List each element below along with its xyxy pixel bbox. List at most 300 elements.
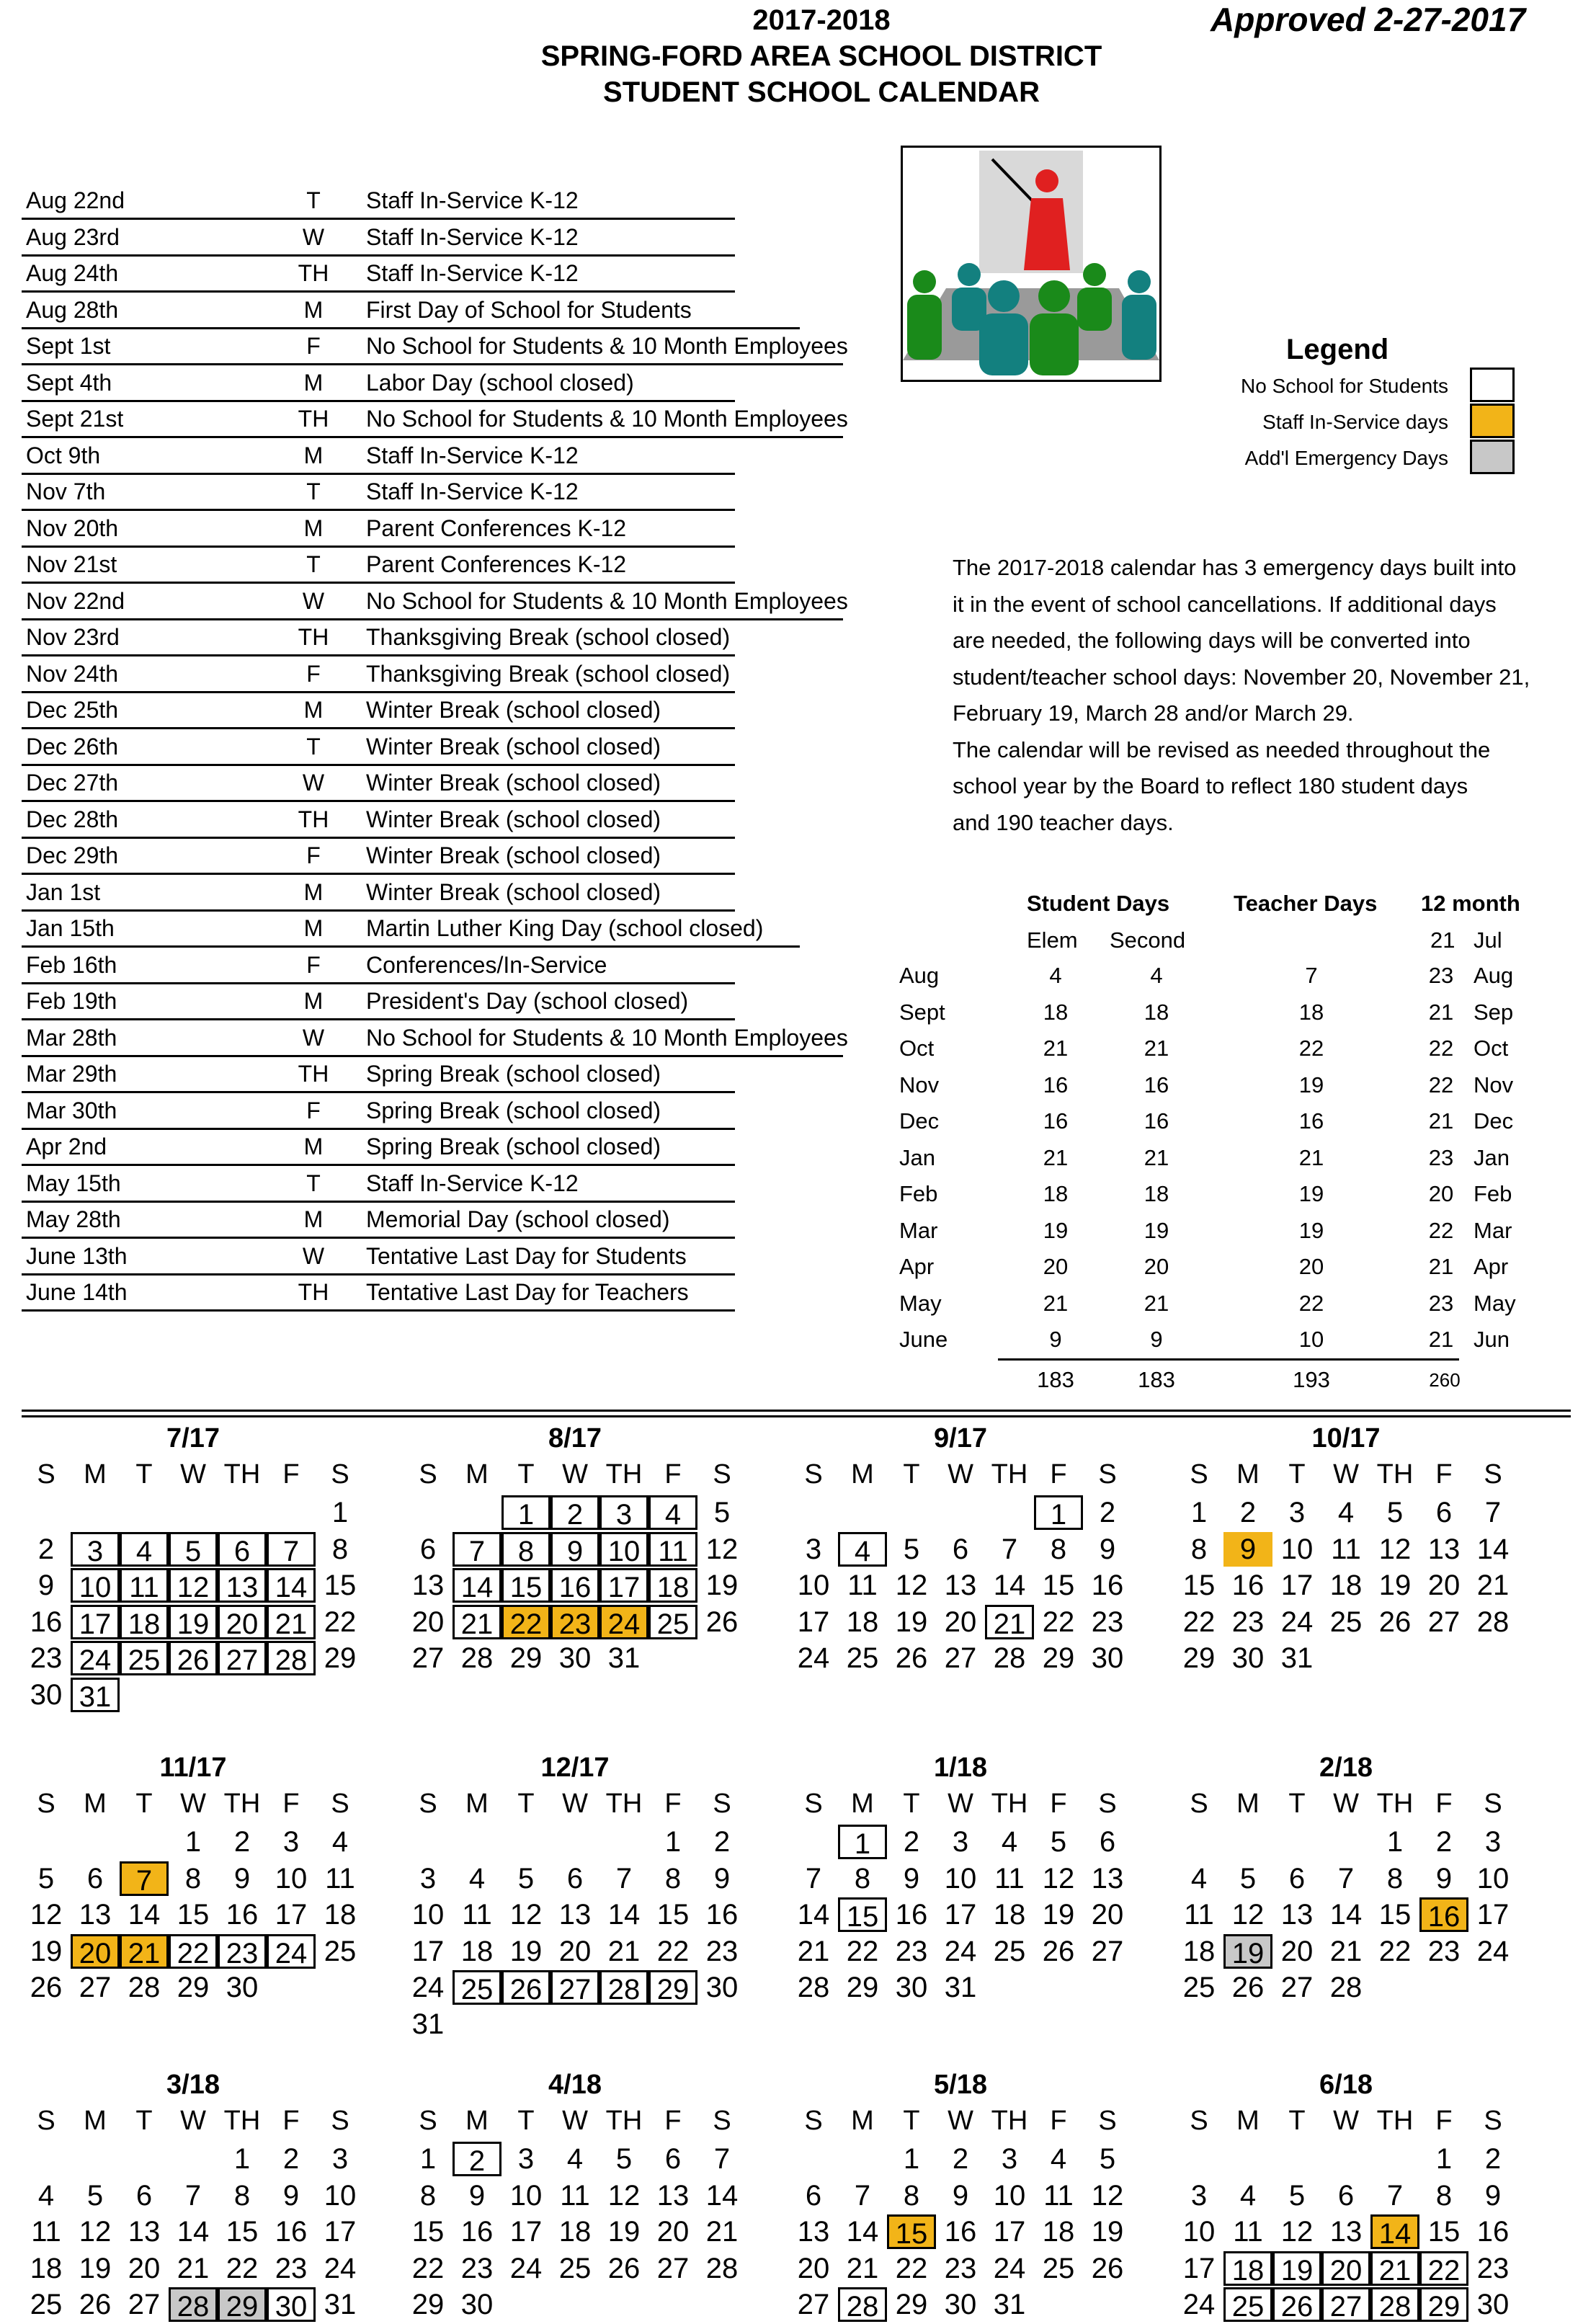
weekday-header: W xyxy=(562,1789,588,1819)
calendar-day: 2 xyxy=(550,1495,599,1530)
calendar-day: 20 xyxy=(128,2252,161,2284)
event-row xyxy=(22,1165,735,1203)
event-row xyxy=(22,1055,735,1093)
calendar-day: 5 xyxy=(615,2143,633,2175)
event-date: Dec 28th xyxy=(26,806,119,832)
calendar-day: 10 xyxy=(1476,1862,1510,1895)
calendar-day: 3 xyxy=(1288,1497,1306,1528)
calendar-day: 24 xyxy=(944,1935,977,1967)
event-row xyxy=(22,582,848,620)
calendar-day: 30 xyxy=(267,2287,316,2322)
calendar-day: 18 xyxy=(120,1605,169,1639)
event-row xyxy=(22,1237,735,1275)
calendar-day: 16 xyxy=(30,1606,63,1638)
weekday-header: F xyxy=(1050,1459,1067,1490)
calendar-day: 5 xyxy=(169,1532,218,1567)
calendar-day: 17 xyxy=(411,1935,445,1967)
calendar-day: 2 xyxy=(713,1826,731,1858)
calendar-day: 29 xyxy=(218,2287,267,2322)
calendar-day: 6 xyxy=(1288,1862,1306,1895)
calendar-day: 14 xyxy=(705,2179,739,2212)
calendar-day: 14 xyxy=(1329,1899,1363,1931)
event-weekday: W xyxy=(302,1242,325,1269)
total-12-month: 260 xyxy=(1429,1369,1461,1391)
weekday-header: F xyxy=(664,1789,682,1819)
12-month-label: May xyxy=(1474,1290,1516,1316)
legend-label: Add'l Emergency Days xyxy=(1244,447,1448,469)
calendar-day: 19 xyxy=(1272,2251,1321,2286)
legend-title: Legend xyxy=(1286,334,1389,365)
12-month-days: 22 xyxy=(1428,1217,1454,1243)
12-month-days: 23 xyxy=(1428,963,1454,988)
calendar-day: 30 xyxy=(460,2289,494,2320)
calendar-day: 29 xyxy=(411,2289,445,2320)
calendar-day: 25 xyxy=(453,1970,501,2005)
calendar-day: 25 xyxy=(1042,2252,1075,2284)
weekday-header: TH xyxy=(1376,1789,1414,1819)
event-description: Spring Break (school closed) xyxy=(366,1134,661,1159)
weekday-header: S xyxy=(419,2106,437,2136)
calendar-day: 3 xyxy=(517,2143,535,2175)
calendar-day: 10 xyxy=(797,1570,830,1601)
event-weekday: W xyxy=(302,770,325,796)
event-row xyxy=(22,509,735,548)
calendar-day: 4 xyxy=(1050,2143,1067,2175)
12-month-days: 22 xyxy=(1428,1072,1454,1098)
calendar-day: 6 xyxy=(1099,1826,1116,1858)
event-date: May 15th xyxy=(26,1170,121,1196)
calendar-day: 6 xyxy=(566,1862,584,1895)
calendar-day: 23 xyxy=(550,1605,599,1639)
calendar-day: 10 xyxy=(275,1862,308,1895)
calendar-day: 9 xyxy=(37,1570,55,1601)
calendar-day: 11 xyxy=(1184,1899,1214,1931)
calendar-day: 30 xyxy=(30,1678,63,1711)
calendar-day: 8 xyxy=(331,1533,349,1565)
calendar-day: 25 xyxy=(120,1641,169,1675)
event-description: Staff In-Service K-12 xyxy=(366,260,579,286)
calendar-day: 11 xyxy=(1331,1533,1361,1565)
calendar-day: 4 xyxy=(838,1532,887,1567)
12-month-label: Jan xyxy=(1474,1144,1510,1170)
event-date: Mar 30th xyxy=(26,1097,117,1123)
calendar-day: 23 xyxy=(895,1935,928,1967)
calendar-day: 11 xyxy=(847,1570,878,1601)
event-description: No School for Students & 10 Month Employees xyxy=(366,333,848,359)
weekday-header: M xyxy=(84,2106,107,2136)
calendar-day: 5 xyxy=(1239,1862,1257,1895)
event-weekday: M xyxy=(303,1134,324,1159)
calendar-divider xyxy=(22,1410,1571,1412)
event-weekday: F xyxy=(306,951,321,978)
teacher-days: 16 xyxy=(1298,1108,1324,1134)
calendar-day: 19 xyxy=(895,1606,928,1638)
calendar-day: 3 xyxy=(1190,2179,1208,2212)
calendar-day: 12 xyxy=(705,1533,739,1565)
weekday-header: TH xyxy=(991,1789,1028,1819)
calendar-day: 5 xyxy=(1288,2179,1306,2212)
note-line: are needed, the following days will be converted into xyxy=(953,628,1471,653)
calendar-day: 14 xyxy=(846,2216,879,2248)
calendar-day: 21 xyxy=(267,1605,316,1639)
event-weekday: M xyxy=(303,915,324,941)
calendar-day: 24 xyxy=(1182,2289,1216,2320)
calendar-day: 11 xyxy=(1043,2179,1074,2212)
calendar-day: 23 xyxy=(218,1934,267,1969)
event-description: No School for Students & 10 Month Employees xyxy=(366,587,848,614)
calendar-day: 11 xyxy=(325,1862,355,1895)
event-row xyxy=(22,327,848,365)
note-line: The 2017-2018 calendar has 3 emergency days built into xyxy=(953,555,1517,580)
event-weekday: F xyxy=(306,333,321,359)
event-weekday: T xyxy=(306,1170,321,1196)
event-date: Oct 9th xyxy=(26,442,101,468)
calendar-day: 29 xyxy=(177,1972,210,2003)
second-days: 4 xyxy=(1150,963,1163,988)
calendar-day: 12 xyxy=(1231,1899,1265,1931)
header-teacher-days: Teacher Days xyxy=(1234,891,1378,916)
calendar-day: 30 xyxy=(558,1642,592,1674)
calendar-day: 19 xyxy=(705,1570,739,1601)
12-month-label: Jun xyxy=(1474,1327,1510,1352)
legend-label: Staff In-Service days xyxy=(1262,411,1448,433)
event-date: Feb 19th xyxy=(26,988,117,1014)
calendar-day: 12 xyxy=(169,1568,218,1603)
teacher-days: 7 xyxy=(1305,963,1318,988)
weekday-header: S xyxy=(804,1459,823,1490)
weekday-header: S xyxy=(713,1459,731,1490)
calendar-day: 11 xyxy=(120,1568,169,1603)
event-row xyxy=(22,182,735,220)
event-date: Aug 24th xyxy=(26,260,119,286)
elem-days: 21 xyxy=(1043,1036,1069,1061)
event-row xyxy=(22,400,848,438)
weekday-header: S xyxy=(1484,1459,1502,1490)
event-weekday: W xyxy=(302,587,325,614)
calendar-day: 14 xyxy=(1476,1533,1510,1565)
note-line: and 190 teacher days. xyxy=(953,809,1174,835)
event-description: Thanksgiving Break (school closed) xyxy=(366,624,731,650)
second-days: 18 xyxy=(1143,1181,1169,1206)
weekday-header: TH xyxy=(1376,1459,1414,1490)
calendar-day: 29 xyxy=(648,1970,697,2005)
calendar-day: 25 xyxy=(648,1605,697,1639)
weekday-header: T xyxy=(517,1789,535,1819)
calendar-day: 6 xyxy=(86,1862,104,1895)
event-row xyxy=(22,873,735,912)
calendar-day: 15 xyxy=(1042,1570,1075,1601)
weekday-header: W xyxy=(1333,1789,1359,1819)
weekday-header: S xyxy=(331,1459,349,1490)
event-row xyxy=(22,291,800,329)
calendar-day: 10 xyxy=(993,2179,1026,2212)
calendar-day: 20 xyxy=(1427,1570,1461,1601)
calendar-day: 19 xyxy=(1223,1934,1272,1969)
weekday-header: M xyxy=(1236,1459,1260,1490)
calendar-day: 12 xyxy=(509,1899,543,1931)
calendar-day: 8 xyxy=(184,1862,202,1895)
weekday-header: T xyxy=(135,2106,153,2136)
calendar-day: 20 xyxy=(71,1934,120,1969)
calendar-day: 20 xyxy=(1091,1899,1124,1931)
calendar-day: 18 xyxy=(558,2216,592,2248)
calendar-day: 28 xyxy=(1370,2287,1419,2322)
calendar-day: 10 xyxy=(599,1532,648,1567)
event-date: Sept 1st xyxy=(26,333,111,359)
legend-swatch xyxy=(1470,404,1515,438)
event-date: Nov 24th xyxy=(26,660,119,687)
calendar-day: 17 xyxy=(509,2216,543,2248)
calendar-day: 6 xyxy=(419,1533,437,1565)
calendar-day: 17 xyxy=(71,1605,120,1639)
weekday-header: W xyxy=(1333,1459,1359,1490)
calendar-day: 4 xyxy=(468,1862,486,1895)
calendar-day: 31 xyxy=(411,2008,445,2040)
sub-second: Second xyxy=(1110,927,1186,953)
calendar-day: 25 xyxy=(993,1935,1026,1967)
weekday-header: F xyxy=(1435,1459,1453,1490)
calendar-day: 20 xyxy=(944,1606,977,1638)
month-title: 5/18 xyxy=(934,2070,987,2100)
calendar-day: 23 xyxy=(460,2252,494,2284)
calendar-day: 28 xyxy=(1329,1972,1363,2003)
calendar-day: 5 xyxy=(1050,1826,1067,1858)
calendar-day: 18 xyxy=(648,1568,697,1603)
event-description: Staff In-Service K-12 xyxy=(366,223,579,250)
weekday-header: TH xyxy=(223,1789,261,1819)
event-weekday: T xyxy=(306,478,321,504)
12-month-label: Aug xyxy=(1474,963,1514,988)
calendar-day: 6 xyxy=(664,2143,682,2175)
second-days: 18 xyxy=(1143,999,1169,1025)
event-date: Feb 16th xyxy=(26,951,117,978)
calendar-day: 18 xyxy=(1223,2251,1272,2286)
event-date: June 13th xyxy=(26,1242,128,1269)
event-date: Aug 23rd xyxy=(26,223,120,250)
calendar-day: 9 xyxy=(952,2179,969,2212)
weekday-header: TH xyxy=(223,2106,261,2136)
calendar-day: 21 xyxy=(1476,1570,1510,1601)
table-month: Apr xyxy=(899,1254,935,1279)
weekday-header: S xyxy=(1190,2106,1208,2136)
calendar-day: 28 xyxy=(460,1642,494,1674)
second-days: 20 xyxy=(1143,1254,1169,1279)
calendar-day: 13 xyxy=(944,1570,977,1601)
calendar-day: 26 xyxy=(1378,1606,1412,1638)
table-month: Nov xyxy=(899,1072,940,1098)
calendar-day: 1 xyxy=(419,2143,437,2175)
weekday-header: TH xyxy=(991,2106,1028,2136)
event-date: Aug 22nd xyxy=(26,187,125,213)
weekday-header: T xyxy=(903,1789,920,1819)
calendar-day: 4 xyxy=(566,2143,584,2175)
calendar-day: 30 xyxy=(226,1972,259,2003)
calendar-day: 27 xyxy=(1321,2287,1370,2322)
month-title: 4/18 xyxy=(548,2070,602,2100)
event-weekday: T xyxy=(306,551,321,577)
event-weekday: M xyxy=(303,515,324,541)
calendar-day: 28 xyxy=(993,1642,1026,1674)
calendar-day: 9 xyxy=(233,1862,251,1895)
calendar-day: 1 xyxy=(664,1826,682,1858)
calendar-day: 28 xyxy=(599,1970,648,2005)
calendar-day: 27 xyxy=(797,2289,830,2320)
12-month-label: Oct xyxy=(1474,1036,1509,1061)
event-description: Winter Break (school closed) xyxy=(366,842,661,868)
weekday-header: F xyxy=(282,2106,300,2136)
calendar-day: 9 xyxy=(1435,1862,1453,1895)
weekday-header: S xyxy=(37,2106,55,2136)
month-title: 3/18 xyxy=(166,2070,220,2100)
calendar-day: 15 xyxy=(177,1899,210,1931)
calendar-day: 20 xyxy=(1280,1935,1314,1967)
calendar-day: 4 xyxy=(1001,1826,1018,1858)
calendar-day: 9 xyxy=(1099,1533,1116,1565)
sub-12-num: 21 xyxy=(1430,927,1455,953)
calendar-day: 17 xyxy=(944,1899,977,1931)
weekday-header: S xyxy=(419,1789,437,1819)
event-date: Nov 23rd xyxy=(26,624,120,650)
calendar-day: 1 xyxy=(1190,1497,1208,1528)
table-month: Dec xyxy=(899,1108,940,1134)
calendar-day: 10 xyxy=(1280,1533,1314,1565)
calendar-day: 26 xyxy=(169,1641,218,1675)
header-student-days: Student Days xyxy=(1027,891,1170,916)
calendar-day: 1 xyxy=(184,1826,202,1858)
calendar-day: 2 xyxy=(903,1826,920,1858)
calendar-day: 13 xyxy=(411,1570,445,1601)
event-row xyxy=(22,1201,735,1239)
calendar-day: 13 xyxy=(1427,1533,1461,1565)
calendar-day: 21 xyxy=(1329,1935,1363,1967)
district-name: SPRING-FORD AREA SCHOOL DISTRICT xyxy=(540,40,1102,72)
weekday-header: M xyxy=(851,1789,874,1819)
teacher-days: 22 xyxy=(1298,1290,1324,1316)
calendar-day: 16 xyxy=(226,1899,259,1931)
page-title: STUDENT SCHOOL CALENDAR xyxy=(603,76,1040,108)
weekday-header: T xyxy=(517,1459,535,1490)
weekday-header: S xyxy=(713,2106,731,2136)
calendar-day: 8 xyxy=(1386,1862,1404,1895)
calendar-day: 2 xyxy=(37,1533,55,1565)
calendar-day: 17 xyxy=(797,1606,830,1638)
calendar-day: 13 xyxy=(218,1568,267,1603)
event-date: June 14th xyxy=(26,1279,128,1305)
calendar-day: 8 xyxy=(501,1532,550,1567)
event-row xyxy=(22,437,735,475)
event-row xyxy=(22,1092,735,1130)
calendar-day: 11 xyxy=(648,1532,697,1567)
second-days: 21 xyxy=(1143,1036,1169,1061)
calendar-day: 30 xyxy=(895,1972,928,2003)
weekday-header: T xyxy=(1288,1459,1306,1490)
weekday-header: M xyxy=(851,2106,874,2136)
calendar-day: 7 xyxy=(854,2179,871,2212)
calendar-day: 17 xyxy=(275,1899,308,1931)
event-row xyxy=(22,982,735,1020)
event-date: Mar 28th xyxy=(26,1024,117,1051)
12-month-label: Nov xyxy=(1474,1072,1514,1098)
weekday-header: M xyxy=(1236,2106,1260,2136)
event-description: Staff In-Service K-12 xyxy=(366,478,579,504)
calendar-day: 22 xyxy=(846,1935,879,1967)
calendar-day: 4 xyxy=(120,1532,169,1567)
event-row xyxy=(22,764,735,802)
teacher-days: 19 xyxy=(1298,1072,1324,1098)
event-description: Memorial Day (school closed) xyxy=(366,1206,670,1232)
event-row xyxy=(22,801,735,839)
calendar-day: 31 xyxy=(1280,1642,1314,1674)
elem-days: 19 xyxy=(1043,1217,1069,1243)
event-row xyxy=(22,691,735,729)
event-weekday: TH xyxy=(298,624,329,650)
table-month: Feb xyxy=(899,1181,938,1206)
calendar-day: 2 xyxy=(282,2143,300,2175)
table-month: Sept xyxy=(899,999,945,1025)
calendar-day: 8 xyxy=(1435,2179,1453,2212)
calendar-day: 16 xyxy=(550,1568,599,1603)
calendar-day: 2 xyxy=(952,2143,969,2175)
calendar-day: 27 xyxy=(656,2252,690,2284)
event-row xyxy=(22,1019,848,1057)
calendar-day: 1 xyxy=(838,1825,887,1859)
event-weekday: M xyxy=(303,296,324,323)
calendar-day: 13 xyxy=(128,2216,161,2248)
12-month-days: 20 xyxy=(1428,1181,1454,1206)
calendar-day: 3 xyxy=(1484,1826,1502,1858)
weekday-header: TH xyxy=(223,1459,261,1490)
calendar-day: 24 xyxy=(267,1934,316,1969)
month-title: 9/17 xyxy=(934,1423,987,1453)
12-month-label: Feb xyxy=(1474,1181,1512,1206)
second-days: 16 xyxy=(1143,1108,1169,1134)
calendar-day: 12 xyxy=(1280,2216,1314,2248)
calendar-day: 2 xyxy=(453,2142,501,2176)
note-line: school year by the Board to reflect 180 student days xyxy=(953,773,1468,798)
elem-days: 18 xyxy=(1043,1181,1069,1206)
event-date: Dec 25th xyxy=(26,697,119,723)
calendar-day: 29 xyxy=(509,1642,543,1674)
calendar-day: 7 xyxy=(615,1862,633,1895)
calendar-day: 16 xyxy=(944,2216,977,2248)
weekday-header: F xyxy=(1050,1789,1067,1819)
event-weekday: TH xyxy=(298,1061,329,1087)
calendar-day: 27 xyxy=(550,1970,599,2005)
event-description: Tentative Last Day for Teachers xyxy=(366,1279,689,1305)
event-weekday: T xyxy=(306,733,321,760)
weekday-header: S xyxy=(804,2106,823,2136)
calendar-day: 1 xyxy=(1435,2143,1453,2175)
calendar-day: 1 xyxy=(331,1497,349,1528)
calendar-day: 3 xyxy=(805,1533,822,1565)
weekday-header: M xyxy=(84,1789,107,1819)
calendar-day: 31 xyxy=(71,1678,120,1712)
calendar-day: 6 xyxy=(805,2179,822,2212)
calendar-day: 14 xyxy=(453,1568,501,1603)
calendar-day: 31 xyxy=(944,1972,977,2003)
calendar-day: 27 xyxy=(944,1642,977,1674)
weekday-header: S xyxy=(713,1789,731,1819)
calendar-day: 16 xyxy=(705,1899,739,1931)
event-row xyxy=(22,218,735,257)
event-row xyxy=(22,909,800,948)
calendar-day: 21 xyxy=(607,1935,641,1967)
event-date: Jan 1st xyxy=(26,878,101,905)
event-weekday: F xyxy=(306,842,321,868)
weekday-header: W xyxy=(180,1789,206,1819)
calendar-day: 31 xyxy=(324,2289,357,2320)
calendar-day: 5 xyxy=(86,2179,104,2212)
